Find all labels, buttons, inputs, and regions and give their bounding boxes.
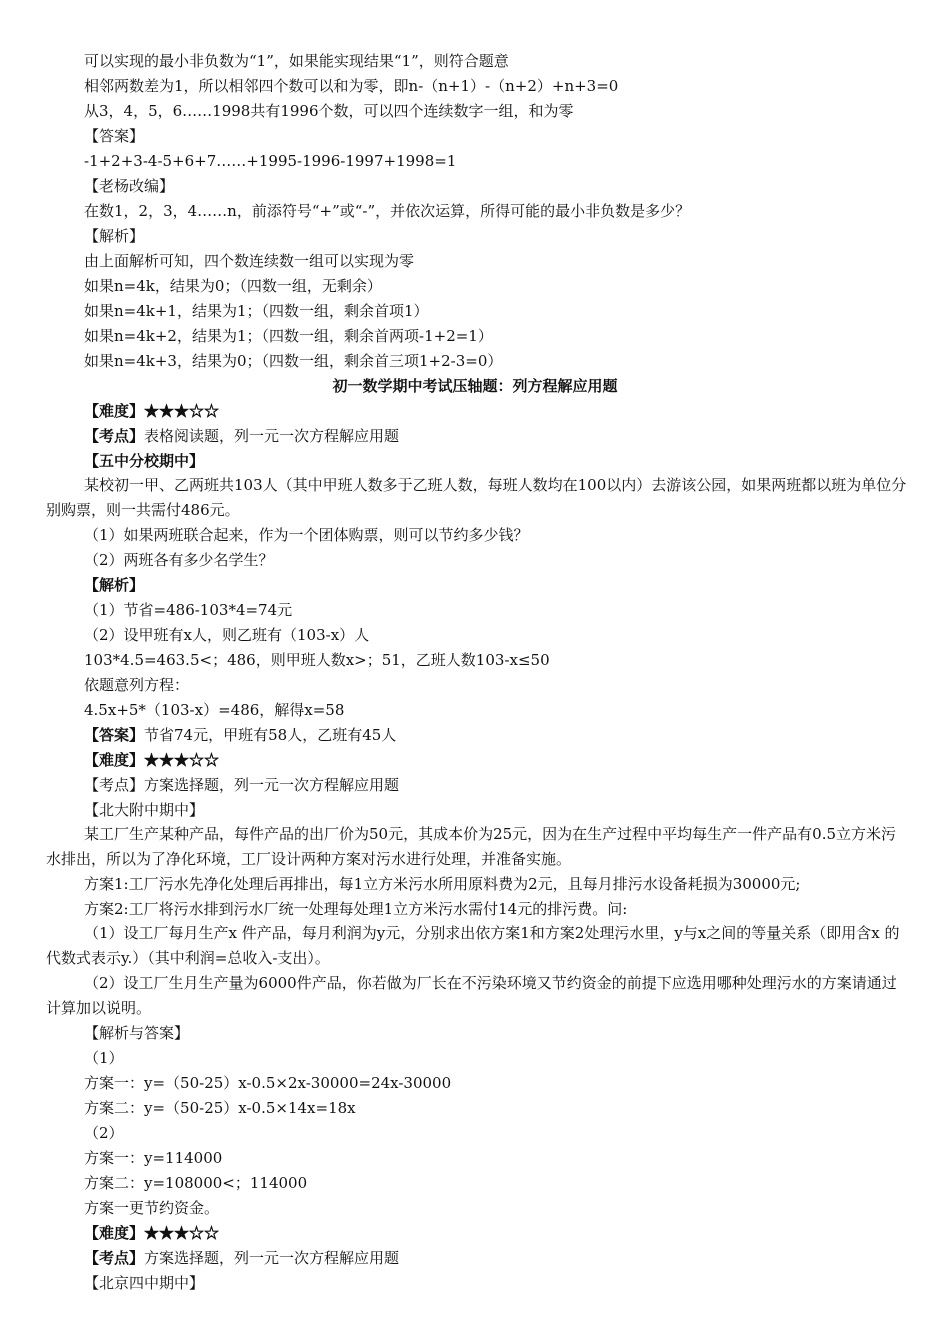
- analysis-line-5: 如果n=4k+3，结果为0；（四数一组，剩余首三项1+2-3=0）: [84, 352, 503, 370]
- q2-part-2-plan-1: 方案一：y=114000: [84, 1149, 223, 1167]
- q2-part-1-plan-1: 方案一：y=（50-25）x-0.5×2x-30000=24x-30000: [84, 1074, 452, 1092]
- intro-line-1: 可以实现的最小非负数为“1”，如果能实现结果“1”，则符合题意: [84, 52, 509, 70]
- q1-solution-4: 依题意列方程：: [84, 676, 190, 694]
- q2-conclusion: 方案一更节约资金。: [84, 1199, 220, 1217]
- q1-source: 【五中分校期中】: [84, 452, 205, 470]
- analysis-line-2: 如果n=4k，结果为0；（四数一组，无剩余）: [84, 277, 382, 295]
- q1-solution-3: 103*4.5=463.5<；486，则甲班人数x>；51，乙班人数103-x≤50: [84, 651, 550, 669]
- q2-difficulty: [84, 748, 219, 772]
- q3-point-text: 方案选择题，列一元一次方程解应用题: [144, 1249, 400, 1267]
- intro-line-2: 相邻两数差为1，所以相邻四个数可以和为零，即n-（n+1）-（n+2）+n+3=0: [84, 77, 619, 95]
- q3-point: [84, 1246, 399, 1270]
- q1-point-text: 表格阅读题，列一元一次方程解应用题: [144, 427, 400, 445]
- q2-point-text: 方案选择题，列一元一次方程解应用题: [144, 776, 400, 794]
- q3-difficulty-stars: ★★★☆☆: [144, 1224, 220, 1242]
- q2-part-1: （1）: [84, 1049, 124, 1067]
- q2-sub-2: （2）设工厂生月生产量为6000件产品，你若做为厂长在不污染环境又节约资金的前提下应选用哪种处理污水的方案请通过计算加以说明。: [46, 974, 897, 1017]
- q1-solution-2: （2）设甲班有x人，则乙班有（103-x）人: [84, 626, 370, 644]
- q1-solution-1: （1）节省=486-103*4=74元: [84, 601, 293, 619]
- q1-body: 某校初一甲、乙两班共103人（其中甲班人数多于乙班人数，每班人数均在100以内）去游该公园，如果两班都以班为单位分别购票，则一共需付486元。: [46, 476, 907, 519]
- q1-difficulty-label: 【难度】: [84, 402, 145, 420]
- q2-part-1-plan-2: 方案二：y=（50-25）x-0.5×14x=18x: [84, 1099, 356, 1117]
- q1-solution-5: 4.5x+5*（103-x）=486，解得x=58: [84, 701, 345, 719]
- q2-sub-1: （1）设工厂每月生产x 件产品，每月利润为y元，分别求出依方案1和方案2处理污水里，y与x之间的等量关系（即用含x 的代数式表示y.）（其中利润=总收入-支出）。: [46, 924, 900, 967]
- q1-sub-1: （1）如果两班联合起来，作为一个团体购票，则可以节约多少钱？: [84, 526, 529, 544]
- q1-analysis-heading: 【解析】: [84, 576, 145, 594]
- adapt-heading: 【老杨改编】: [84, 177, 175, 195]
- section-title: 初一数学期中考试压轴题：列方程解应用题: [332, 377, 618, 395]
- q1-answer-text: 节省74元，甲班有58人，乙班有45人: [144, 726, 397, 744]
- answer-text: -1+2+3-4-5+6+7……+1995-1996-1997+1998=1: [84, 152, 457, 170]
- q2-difficulty-label: 【难度】: [84, 751, 145, 769]
- adapt-question: 在数1，2，3，4……n，前添符号“+”或“-”，并依次运算，所得可能的最小非负数是多少？: [84, 202, 691, 220]
- q2-part-2-plan-2: 方案二：y=108000<；114000: [84, 1174, 308, 1192]
- q2-body: 某工厂生产某种产品，每件产品的出厂价为50元，其成本价为25元，因为在生产过程中平均每生产一件产品有0.5立方米污水排出，所以为了净化环境，工厂设计两种方案对污水进行处理，并准备实施。: [46, 825, 897, 868]
- q1-difficulty: [84, 399, 219, 423]
- q2-source: 【北大附中期中】: [84, 801, 205, 819]
- q2-solution-heading: 【解析与答案】: [84, 1024, 190, 1042]
- q1-point: [84, 424, 399, 448]
- answer-heading: 【答案】: [84, 127, 145, 145]
- q2-difficulty-stars: ★★★☆☆: [144, 751, 220, 769]
- q2-point: [84, 773, 399, 797]
- q3-point-label: 【考点】: [84, 1249, 145, 1267]
- q1-answer: [84, 723, 396, 747]
- analysis-heading: 【解析】: [84, 227, 145, 245]
- q2-part-2: （2）: [84, 1124, 124, 1142]
- analysis-line-3: 如果n=4k+1，结果为1；（四数一组，剩余首项1）: [84, 302, 429, 320]
- q2-point-label: 【考点】: [84, 776, 145, 794]
- q3-difficulty: [84, 1221, 219, 1245]
- q1-answer-label: 【答案】: [84, 726, 145, 744]
- q2-plan-2: 方案2:工厂将污水排到污水厂统一处理每处理1立方米污水需付14元的排污费。问:: [84, 900, 628, 918]
- q1-sub-2: （2）两班各有多少名学生？: [84, 551, 274, 569]
- analysis-line-4: 如果n=4k+2，结果为1；（四数一组，剩余首两项-1+2=1）: [84, 327, 493, 345]
- intro-line-3: 从3，4，5，6……1998共有1996个数，可以四个连续数字一组，和为零: [84, 102, 574, 120]
- q3-difficulty-label: 【难度】: [84, 1224, 145, 1242]
- q1-difficulty-stars: ★★★☆☆: [144, 402, 220, 420]
- q2-plan-1: 方案1:工厂污水先净化处理后再排出，每1立方米污水所用原料费为2元，且每月排污水设备耗损为30000元;: [84, 875, 801, 893]
- q1-point-label: 【考点】: [84, 427, 145, 445]
- q3-source: 【北京四中期中】: [84, 1274, 205, 1292]
- analysis-line-1: 由上面解析可知，四个数连续数一组可以实现为零: [84, 252, 415, 270]
